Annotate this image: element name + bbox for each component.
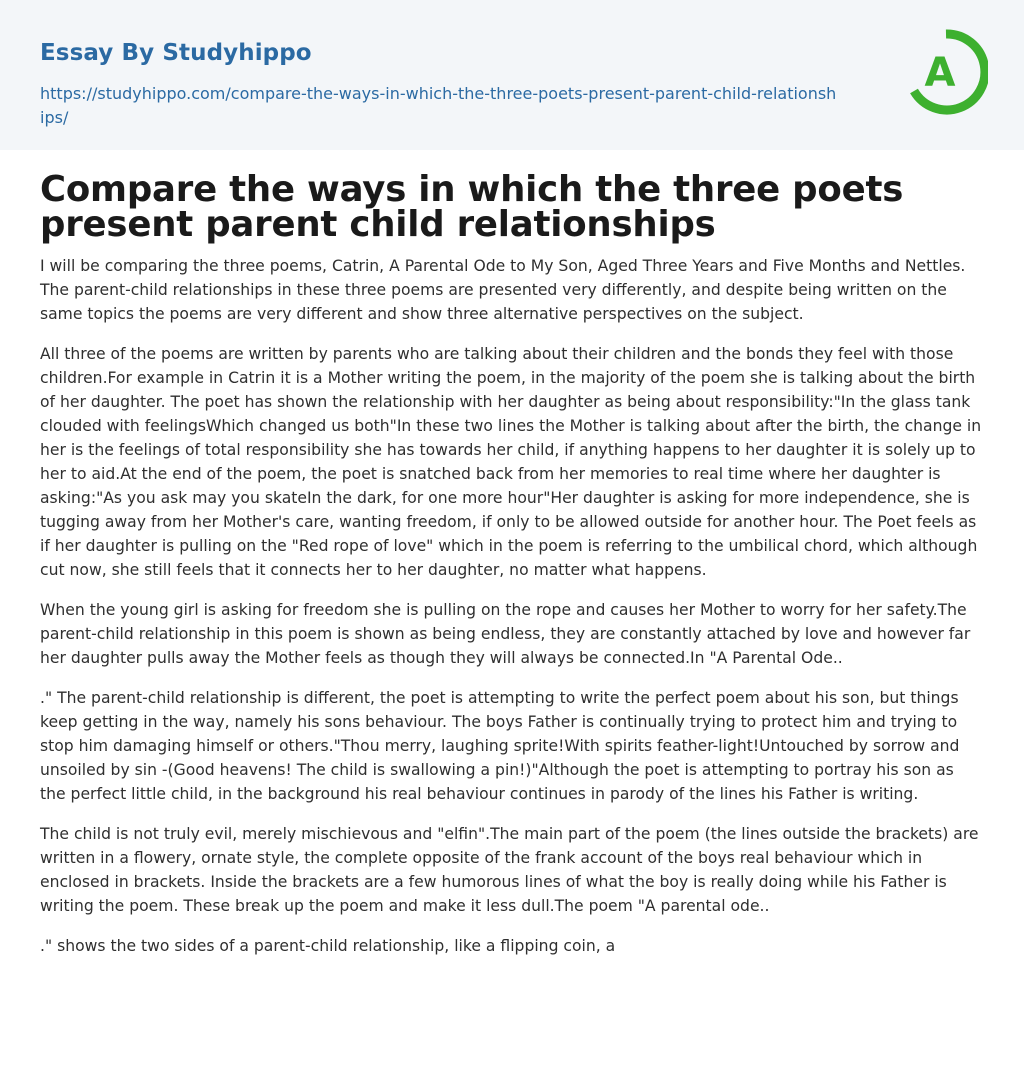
studyhippo-logo-icon[interactable] [904,28,988,116]
logo-letter: A [924,50,956,96]
essay-url-link[interactable]: https://studyhippo.com/compare-the-ways-in-which-the-three-poets-present-parent-child-relationships/ [40,84,837,127]
article-paragraph-2: All three of the poems are written by parents who are talking about their children and the bonds they feel with those children.For example in Catrin it is a Mother writing the poem, in the majority of the poem she is talking about the birth of her daughter. The poet has shown the relationship with her daughter as being about responsibility:"In the glass tank clouded with feelingsWhich changed us both"In these two lines the Mother is talking about after the birth, the change in her is the feelings of total responsibility she has towards her child, if anything happens to her daughter it is solely up to her to aid.At the end of the poem, the poet is snatched back from her memories to real time where her daughter is asking:"As you ask may you skateIn the dark, for one more hour"Her daughter is asking for more independence, she is tugging away from her Mother's care, wanting freedom, if only to be allowed outside for another hour. The Poet feels as if her daughter is pulling on the "Red rope of love" which in the poem is referring to the umbilical chord, which although cut now, she still feels that it connects her to her daughter, no matter what happens. [40,345,982,579]
site-brand[interactable]: Essay By Studyhippo [40,40,312,66]
article [40,169,984,974]
article-paragraph-1: I will be comparing the three poems, Catrin, A Parental Ode to My Son, Aged Three Years and Five Months and Nettles. The parent-child relationships in these three poems are presented very differently, and despite being written on the same topics the poems are very different and show three alternative perspectives on the subject. [40,257,966,323]
article-paragraph-3: When the young girl is asking for freedom she is pulling on the rope and causes her Mother to worry for her safety.The parent-child relationship in this poem is shown as being endless, they are constantly attached by love and however far her daughter pulls away the Mother feels as though they will always be connected.In "A Parental Ode.. [40,601,971,667]
site-header [0,0,1024,150]
article-paragraph-5: The child is not truly evil, merely mischievous and "elfin".The main part of the poem (the lines outside the brackets) are written in a flowery, ornate style, the complete opposite of the frank account of the boys real behaviour which in enclosed in brackets. Inside the brackets are a few humorous lines of what the boy is really doing while his Father is writing the poem. These break up the poem and make it less dull.The poem "A parental ode.. [40,825,979,915]
article-paragraph-4: ." The parent-child relationship is different, the poet is attempting to write the perfect poem about his son, but things keep getting in the way, namely his sons behaviour. The boys Father is continually trying to protect him and trying to stop him damaging himself or others."Thou merry, laughing sprite!With spirits feather-light!Untouched by sorrow and unsoiled by sin -(Good heavens! The child is swallowing a pin!)"Although the poet is attempting to portray his son as the perfect little child, in the background his real behaviour continues in parody of the lines his Father is writing. [40,689,960,803]
article-title: Compare the ways in which the three poets present parent child relationships [40,169,904,245]
article-paragraph-6: ." shows the two sides of a parent-child relationship, like a flipping coin, a [40,937,616,955]
